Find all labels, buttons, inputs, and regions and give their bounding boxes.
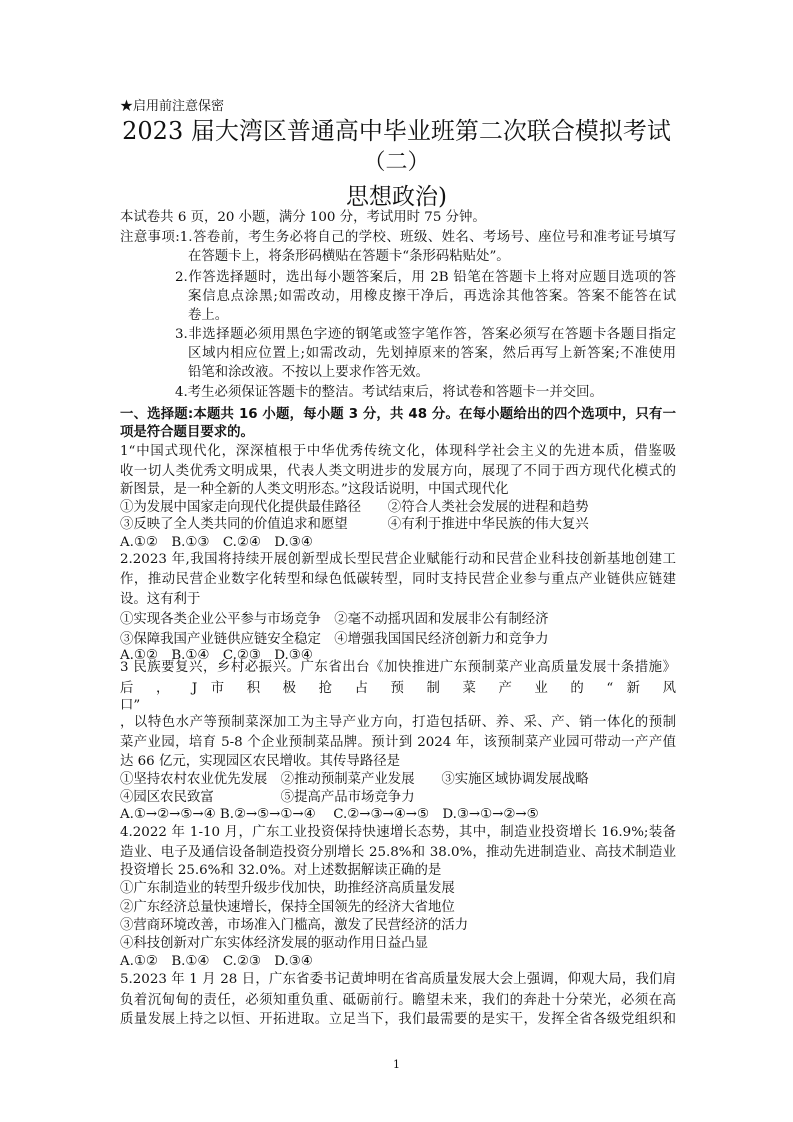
question-1-line: 新图景，是一种全新的人类文明形态。”这段话说明，中国式现代化 (120, 482, 509, 497)
question-3-item: ④园区农民致富 ⑤提高产品市场竞争力 (120, 790, 415, 805)
question-1-line: 收一切人类优秀文明成果，代表人类文明进步的发展方向，展现了不同于西方现代化模式的 (120, 464, 676, 479)
question-4-item: ①广东制造业的转型升级步伐加快，助推经济高质量发展 (120, 881, 455, 896)
question-4-item: ④科技创新对广东实体经济发展的驱动作用日益凸显 (120, 936, 428, 951)
question-4-options: A.①② B.①④ C.②③ D.③④ (120, 954, 313, 969)
question-5-line: 5.2023 年 1 月 28 日，广东省委书记黄坤明在省高质量发展大会上强调，仰观大局，我们肩 (120, 972, 676, 987)
question-2-line: 设。这有利于 (120, 592, 201, 607)
question-1-options: A.①② B.①③ C.②④ D.③④ (120, 535, 313, 550)
question-3-line: 菜产业园，培育 5-8 个企业预制菜品牌。预计到 2024 年，该预制菜产业园可带动一产产值 (120, 735, 676, 750)
question-2-options: A.①② B.①④ C.②③ D.③④ (120, 648, 313, 663)
section-heading: 项是符合题目要求的。 (120, 425, 254, 440)
question-3-line: ，以特色水产等预制菜深加工为主导产业方向，打造包括研、养、采、产、销一体化的预制 (120, 715, 676, 730)
note-line: 2.作答选择题时，选出每小题答案后，用 2B 铅笔在答题卡上将对应题目选项的答 (175, 270, 676, 285)
question-5-line: 负着沉甸甸的责任，必须知重负重、砥砺前行。瞻望未来，我们的奔赴十分荣光，必须在高 (120, 993, 676, 1008)
question-2-item: ①实现各类企业公平参与市场竞争 ②毫不动摇巩固和发展非公有制经济 (120, 612, 549, 627)
question-4-item: ②广东经济总量快速增长，保持全国领先的经济大省地位 (120, 900, 455, 915)
question-4-line: 投资增长 25.6%和 32.0%。对上述数据解读正确的是 (120, 863, 442, 878)
question-4-item: ③营商环境改善，市场准入门槛高，激发了民营经济的活力 (120, 918, 469, 933)
question-1-line: 1“中国式现代化，深深植根于中华优秀传统文化，体现科学社会主义的先进本质，借鉴吸 (120, 444, 676, 459)
question-1-item: ③反映了全人类共同的价值追求和愿望 ④有利于推进中华民族的伟大复兴 (120, 517, 589, 532)
question-3-line: 达 66 亿元，实现园区农民增收。其传导路径是 (120, 754, 400, 769)
note-line: 4.考生必须保证答题卡的整洁。考试结束后，将试卷和答题卡一并交回。 (175, 385, 603, 400)
question-5-line: 质量发展上持之以恒、开拓进取。立足当下，我们最需要的是实干，发挥全省各级党组织和 (120, 1012, 676, 1027)
section-heading: 一、选择题:本题共 16 小题，每小题 3 分，共 48 分。在每小题给出的四个选项中，只有一 (120, 407, 676, 422)
intro-text: 本试卷共 6 页，20 小题，满分 100 分，考试用时 75 分钟。 (120, 210, 486, 225)
exam-title: 2023 届大湾区普通高中毕业班第二次联合模拟考试 (122, 117, 671, 145)
note-line: 3.非选择题必须用黑色字迹的钢笔或签字笔作答，答案必须写在答题卡各题目指定 (175, 327, 676, 342)
page-number: 1 (393, 1058, 400, 1071)
question-1-item: ①为发展中国家走向现代化提供最佳路径 ②符合人类社会发展的进程和趋势 (120, 500, 589, 515)
question-3-line: 后 ， J 市 积 极 抢 占 预 制 菜 产 业 的 “ 新 风 (120, 681, 676, 696)
note-line: 注意事项:1.答卷前，考生务必将自己的学校、班级、姓名、考场号、座位号和准考证号填写 (120, 230, 676, 245)
note-line: 案信息点涂黑;如需改动，用橡皮擦干净后，再选涂其他答案。答案不能答在试 (188, 289, 676, 304)
question-3-options: A.①→②→⑤→④ B.②→⑤→①→④ C.②→③→④→⑤ D.③→①→②→⑤ (120, 807, 539, 822)
subject-title: 思想政治) (346, 184, 447, 210)
question-4-line: 造业、电子及通信设备制造投资分别增长 25.8%和 38.0%，推动先进制造业、高技术制造业 (120, 845, 676, 860)
note-line: 铅笔和涂改液。不按以上要求作答无效。 (188, 365, 430, 380)
confidential-note: ★启用前注意保密 (120, 99, 225, 114)
question-3-line: 3 民族要复兴，乡村必振兴。广东省出台《加快推进广东预制菜产业高质量发展十条措施》 (120, 660, 676, 675)
note-line: 卷上。 (188, 308, 229, 323)
note-line: 区域内相应位置上;如需改动，先划掉原来的答案，然后再写上新答案;不准使用 (188, 346, 676, 361)
exam-subtitle: （二） (363, 150, 430, 175)
question-3-item: ①坚持农村农业优先发展 ②推动预制菜产业发展 ③实施区域协调发展战略 (120, 772, 589, 787)
question-2-line: 2.2023 年,我国将持续开展创新型成长型民营企业赋能行动和民营企业科技创新基地创建工 (120, 552, 676, 567)
question-3-line: 口” (120, 698, 141, 713)
question-2-line: 作，推动民营企业数字化转型和绿色低碳转型，同时支持民营企业参与重点产业链供应链建 (120, 572, 676, 587)
note-line: 在答题卡上，将条形码横贴在答题卡“条形码粘贴处”。 (188, 249, 510, 264)
question-2-item: ③保障我国产业链供应链安全稳定 ④增强我国国民经济创新力和竞争力 (120, 632, 549, 647)
question-4-line: 4.2022 年 1-10 月，广东工业投资保持快速增长态势，其中，制造业投资增长 16.9%;装备 (120, 825, 676, 840)
